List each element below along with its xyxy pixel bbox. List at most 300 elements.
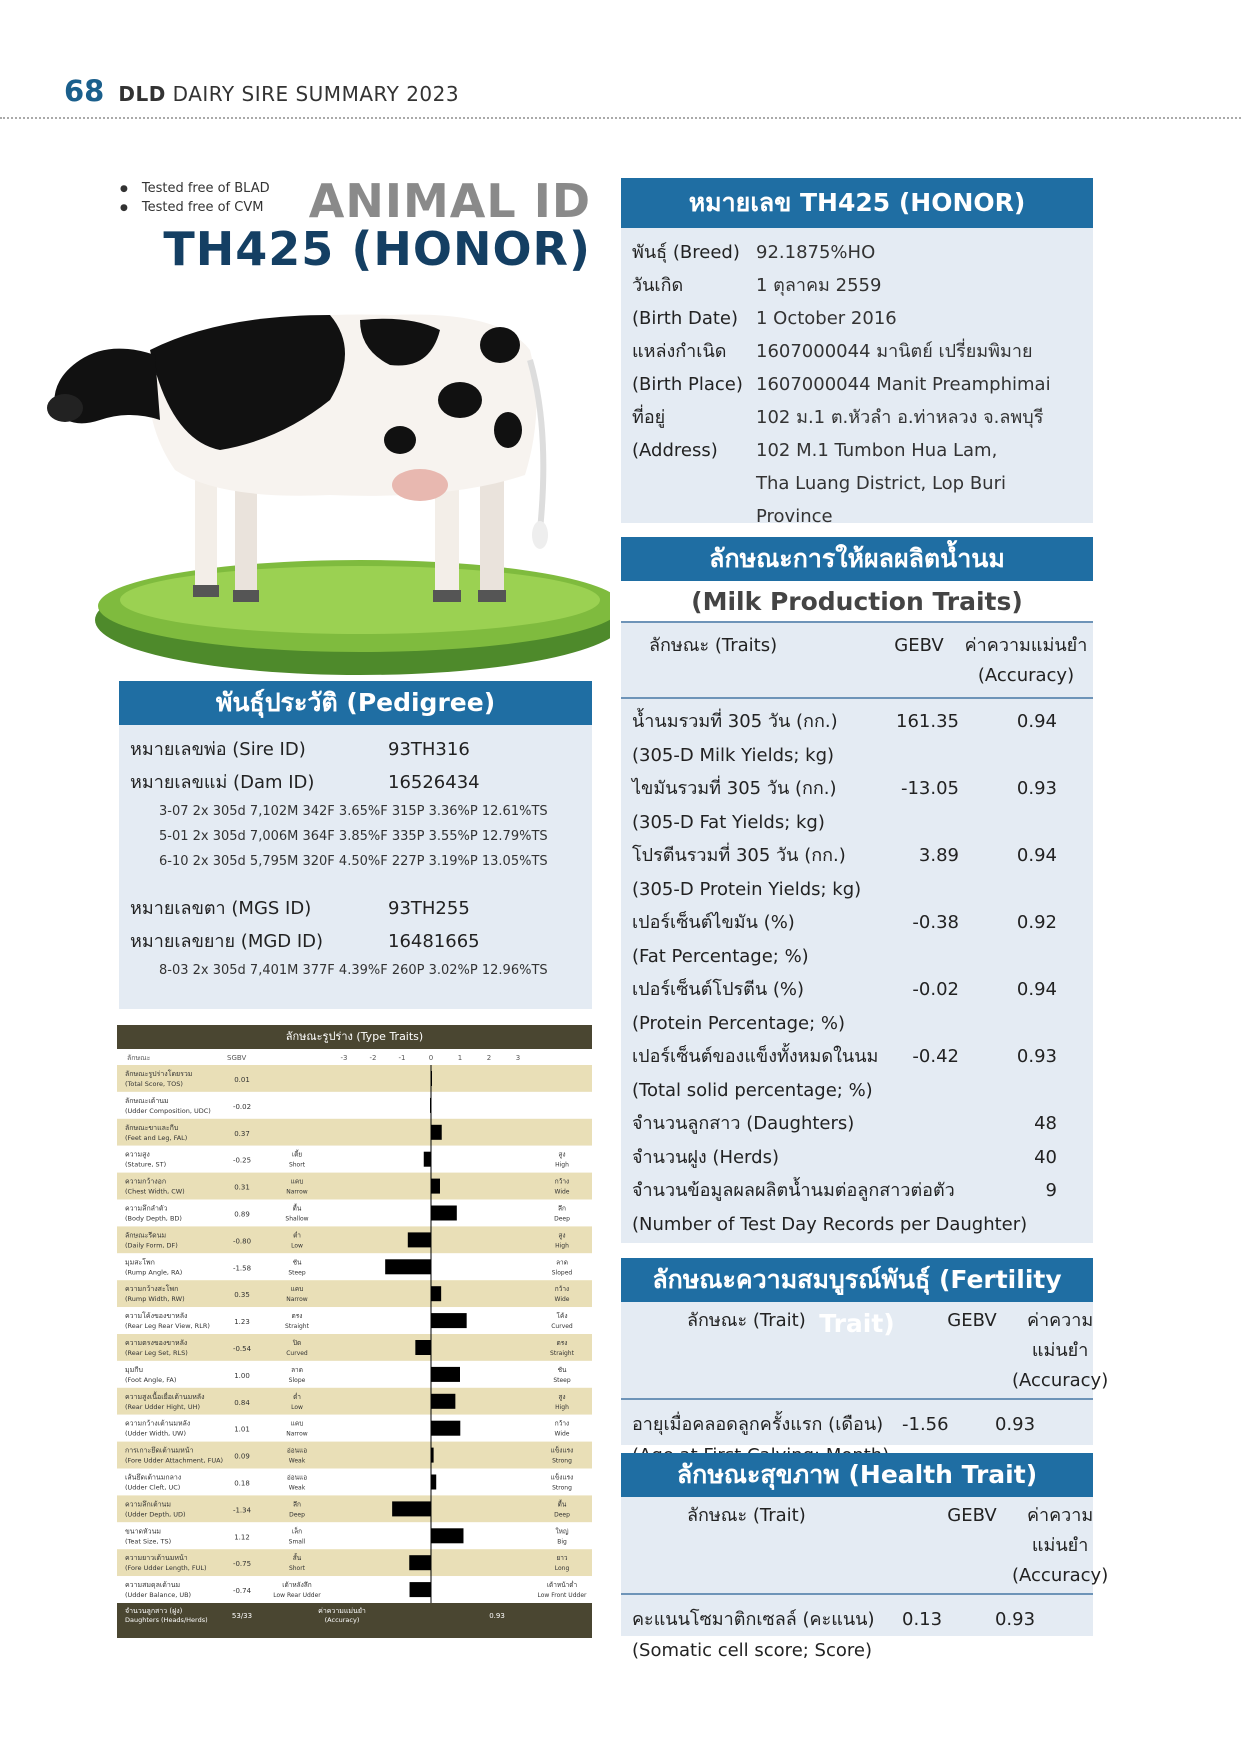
accuracy-value: 0.93 (994, 1609, 1036, 1630)
trait-bar (431, 1125, 442, 1140)
axis-tick-label: -3 (340, 1054, 348, 1062)
count-value: 40 (1034, 1146, 1057, 1168)
pedigree-value: 93TH316 (388, 739, 470, 760)
trait-name-en: (Feet and Leg, FAL) (125, 1133, 188, 1142)
trait-sgbv-value: 0.09 (234, 1452, 250, 1461)
trait-name-en: (Udder Cleft, UC) (125, 1483, 181, 1492)
trait-high-label-en: Curved (551, 1323, 573, 1331)
count-label: จำนวนลูกสาว (Daughters) (632, 1113, 855, 1134)
trait-high-label-en: Sloped (551, 1269, 573, 1277)
type-traits-title: ลักษณะรูปร่าง (Type Traits) (117, 1025, 592, 1049)
trait-bar (431, 1528, 463, 1543)
trait-high-label-th: โค้ง (556, 1312, 568, 1321)
trait-high-label-en: Strong (552, 1457, 572, 1465)
trait-high-label-en: High (555, 1403, 569, 1411)
trait-name-th: ความกว้างเต้านมหลัง (125, 1419, 191, 1428)
trait-en: (Somatic cell score; Score) (632, 1640, 872, 1661)
accuracy-value: 0.93 (1016, 778, 1057, 799)
trait-low-label-th: ต่ำ (293, 1231, 301, 1240)
trait-high-label-en: Straight (550, 1350, 574, 1357)
trait-high-label-th: เต้าหน้าต่ำ (546, 1581, 578, 1590)
pedigree-key: หมายเลขแม่ (Dam ID) (130, 772, 315, 793)
trait-low-label-th: ตื้น (292, 1204, 302, 1213)
trait-high-label-en: Low Front Udder (537, 1592, 587, 1600)
trait-bar (431, 1313, 467, 1328)
trait-sgbv-value: -0.74 (232, 1587, 252, 1596)
trait-name-th: ความสูงเนื้อเยื่อเต้านมหลัง (125, 1392, 205, 1401)
milk-table-body (621, 699, 1093, 1241)
col-trait-label: ลักษณะ (127, 1054, 151, 1062)
trait-low-label-en: Narrow (286, 1296, 308, 1304)
trait-low-label-en: Short (288, 1565, 306, 1573)
trait-sgbv-value: 0.18 (234, 1479, 250, 1488)
trait-name-th: การเกาะยึดเต้านมหน้า (125, 1446, 194, 1455)
trait-name-th: ความลึกลำตัว (125, 1204, 168, 1213)
gebv-value: 3.89 (918, 845, 959, 866)
trait-low-label-th: ปิด (292, 1339, 302, 1347)
animal-info-title: หมายเลข TH425 (HONOR) (621, 178, 1093, 228)
trait-row-band (117, 1522, 592, 1549)
trait-name-th: ความกว้างสะโพก (125, 1285, 179, 1294)
trait-low-label-th: ชัน (292, 1258, 302, 1267)
trait-sgbv-value: 0.37 (234, 1129, 250, 1138)
accuracy-value: 0.93 (1016, 1046, 1057, 1067)
col-accuracy-th: ค่าความแม่นยำ (1026, 1310, 1094, 1361)
table-row (632, 906, 1093, 973)
trait-low-label-th: สั้น (292, 1554, 302, 1563)
trait-high-label-en: Big (557, 1538, 567, 1546)
pedigree-value: 16526434 (388, 772, 480, 793)
axis-tick-label: -2 (369, 1054, 377, 1062)
type-traits-svg (117, 1049, 592, 1638)
trait-th: เปอร์เซ็นต์ของแข็งทั้งหมดในนม (632, 1046, 879, 1067)
trait-low-label-th: แคบ (290, 1177, 304, 1186)
axis-tick-label: 2 (486, 1054, 492, 1062)
info-value: 1 October 2016 (756, 308, 897, 329)
trait-high-label-en: Steep (553, 1376, 571, 1384)
trait-low-label-th: แคบ (290, 1419, 304, 1428)
pedigree-row (119, 925, 592, 958)
table-row (632, 772, 1093, 839)
trait-high-label-en: Wide (554, 1296, 570, 1304)
trait-name-th: เส้นยึดเต้านมกลาง (125, 1473, 182, 1482)
trait-en: (Total solid percentage; %) (632, 1079, 873, 1101)
test-note: ● Tested free of BLAD (120, 180, 270, 199)
col-accuracy (1012, 1501, 1108, 1591)
pedigree-key: หมายเลขยาย (MGD ID) (130, 931, 324, 952)
trait-sgbv-value: 1.01 (234, 1425, 250, 1434)
axis-tick-label: 1 (457, 1054, 463, 1062)
cow-image (30, 290, 610, 685)
trait-name-th: มุมกีบ (125, 1365, 143, 1374)
trait-sgbv-value: -0.25 (232, 1156, 252, 1165)
trait-sgbv-value: -0.54 (232, 1345, 252, 1353)
trait-low-label-th: ลึก (293, 1500, 301, 1509)
trait-bar (415, 1340, 431, 1355)
info-key: ที่อยู่ (632, 407, 666, 428)
trait-low-label-th: ลาด (291, 1365, 303, 1374)
trait-bar (431, 1367, 460, 1382)
trait-row-band (117, 1200, 592, 1227)
trait-bar (431, 1179, 440, 1194)
health-title: ลักษณะสุขภาพ (Health Trait) (621, 1453, 1093, 1497)
trait-name-th: ลักษณะขาและกีบ (125, 1123, 179, 1132)
trait-high-label-th: ตรง (556, 1339, 568, 1347)
trait-name-th: ขนาดหัวนม (125, 1527, 161, 1536)
gebv-value: -13.05 (900, 778, 959, 799)
milk-table-header (621, 623, 1093, 699)
pedigree-key: หมายเลขตา (MGS ID) (130, 898, 312, 919)
trait-bar (431, 1286, 441, 1301)
fertility-title: ลักษณะความสมบูรณ์พันธุ์ (Fertility Trait) (621, 1258, 1093, 1302)
pedigree-value: 93TH255 (388, 898, 470, 919)
col-trait: ลักษณะ (Trait) (687, 1310, 806, 1331)
trait-sgbv-value: 1.00 (234, 1371, 250, 1380)
col-accuracy-en: (Accuracy) (1012, 1565, 1109, 1586)
type-traits-chart (117, 1025, 592, 1638)
count-value: 9 (1045, 1180, 1057, 1201)
gebv-value: 0.13 (902, 1609, 943, 1630)
publication-title (118, 82, 459, 106)
info-value: 1607000044 Manit Preamphimai (756, 374, 1051, 395)
trait-name-th: ความสมดุลเต้านม (125, 1581, 181, 1590)
trait-name-th: ความสูง (125, 1150, 150, 1159)
trait-bar (410, 1582, 431, 1597)
count-row (632, 1141, 1093, 1175)
info-key (632, 467, 756, 533)
trait-low-label-en: Low (291, 1403, 303, 1411)
trait-high-label-th: ชัน (557, 1365, 567, 1374)
trait-low-label-en: Shallow (285, 1215, 309, 1223)
milk-production-title: ลักษณะการให้ผลผลิตน้ำนม (621, 537, 1093, 581)
footer-accuracy-value: 0.93 (489, 1612, 505, 1620)
dam-record: 3-07 2x 305d 7,102M 342F 3.65%F 315P 3.36%P 12.61%TS (159, 804, 548, 819)
accuracy-value: 0.93 (994, 1414, 1036, 1435)
trait-low-label-en: Straight (285, 1323, 309, 1331)
col-trait: ลักษณะ (Trait) (687, 1505, 806, 1526)
trait-low-label-en: Slope (288, 1376, 306, 1384)
page-number: 68 (64, 74, 105, 108)
trait-high-label-th: ยาว (556, 1554, 568, 1563)
gebv-value: -0.02 (912, 979, 959, 1000)
trait-name-en: (Daily Form, DF) (125, 1241, 178, 1250)
trait-name-th: ลักษณะเต้านม (125, 1096, 169, 1105)
footer-daughters-en: Daughters (Heads/Herds) (125, 1616, 208, 1624)
trait-sgbv-value: 0.35 (234, 1291, 250, 1300)
trait-th: อายุเมื่อคลอดลูกครั้งแรก (เดือน) (632, 1414, 884, 1435)
pedigree-title: พันธุ์ประวัติ (Pedigree) (119, 681, 592, 725)
accuracy-value: 0.94 (1016, 979, 1057, 1000)
trait-low-label-en: Steep (288, 1269, 306, 1277)
table-row (621, 1595, 1093, 1636)
info-key: วันเกิด (632, 275, 684, 296)
fertility-box (621, 1258, 1109, 1445)
trait-bar (431, 1475, 436, 1490)
trait-low-label-th: แคบ (290, 1285, 304, 1294)
trait-bar (424, 1152, 431, 1167)
trait-bar (431, 1206, 457, 1221)
animal-info-box (621, 178, 1093, 527)
gebv-value: -0.38 (912, 912, 959, 933)
trait-th: น้ำนมรวมที่ 305 วัน (กก.) (632, 711, 838, 732)
pedigree-box (119, 681, 592, 1009)
trait-low-label-en: Short (288, 1161, 306, 1169)
trait-sgbv-value: 0.31 (234, 1183, 250, 1192)
trait-low-label-th: อ่อนแอ (286, 1473, 308, 1482)
info-value: 1607000044 มานิตย์ เปรี่ยมพิมาย (756, 341, 1033, 362)
trait-name-en: (Chest Width, CW) (125, 1187, 185, 1196)
trait-high-label-th: กว้าง (554, 1177, 570, 1186)
trait-sgbv-value: -1.58 (232, 1264, 252, 1273)
trait-name-en: (Total Score, TOS) (125, 1080, 183, 1088)
table-row (621, 1400, 1093, 1441)
pedigree-value: 16481665 (388, 931, 480, 952)
trait-en: (305-D Fat Yields; kg) (632, 811, 825, 833)
col-accuracy-en: (Accuracy) (977, 665, 1075, 686)
trait-row-band (117, 1226, 592, 1253)
trait-th: ไขมันรวมที่ 305 วัน (กก.) (632, 778, 837, 799)
trait-high-label-en: Deep (554, 1215, 570, 1223)
trait-en: (305-D Milk Yields; kg) (632, 744, 835, 766)
trait-en: (Fat Percentage; %) (632, 945, 809, 967)
trait-low-label-th: อ่อนแอ (286, 1446, 308, 1455)
gebv-value: -0.42 (912, 1046, 959, 1067)
info-value: 102 ม.1 ต.หัวลำ อ.ท่าหลวง จ.ลพบุรี (756, 407, 1044, 428)
trait-sgbv-value: -0.80 (232, 1237, 252, 1246)
trait-name-en: (Fore Udder Length, FUL) (125, 1564, 207, 1573)
health-box (621, 1453, 1109, 1661)
trait-low-label-en: Low Rear Udder (273, 1592, 321, 1600)
accuracy-value: 0.92 (1016, 912, 1057, 933)
trait-name-th: มุมสะโพก (125, 1258, 155, 1267)
pedigree-row (119, 766, 592, 799)
trait-bar (408, 1232, 431, 1247)
animal-id: TH425 (HONOR) (163, 222, 591, 276)
trait-low-label-en: Weak (288, 1457, 306, 1465)
trait-row-band (117, 1119, 592, 1146)
trait-bar (392, 1501, 431, 1516)
trait-name-th: ความโค้งของขาหลัง (125, 1312, 188, 1321)
accuracy-value: 0.94 (1016, 845, 1057, 866)
col-gebv: GEBV (894, 635, 944, 656)
trait-row-band (117, 1146, 592, 1173)
trait-high-label-th: ใหญ่ (555, 1527, 569, 1536)
dam-record: 5-01 2x 305d 7,006M 364F 3.85%F 335P 3.55%P 12.79%TS (159, 829, 548, 844)
trait-sgbv-value: -0.02 (232, 1102, 252, 1111)
axis-tick-label: 3 (515, 1054, 521, 1062)
trait-name-th: ลักษณะรีดนม (125, 1231, 167, 1240)
col-accuracy-en: (Accuracy) (1012, 1370, 1109, 1391)
trait-high-label-th: ลึก (558, 1204, 566, 1213)
footer-accuracy-en: (Accuracy) (324, 1616, 360, 1624)
trait-high-label-en: Long (554, 1565, 570, 1573)
trait-high-label-th: สูง (558, 1392, 566, 1401)
trait-name-en: (Udder Composition, UDC) (125, 1106, 211, 1115)
trait-sgbv-value: 0.01 (234, 1076, 250, 1084)
trait-row-band (117, 1361, 592, 1388)
info-value: 1 ตุลาคม 2559 (756, 275, 882, 296)
records-note-text: (Number of Test Day Records per Daughter) (632, 1213, 1028, 1235)
trait-bar (385, 1259, 431, 1274)
trait-name-th: ความยาวเต้านมหน้า (125, 1554, 188, 1563)
trait-en: (305-D Protein Yields; kg) (632, 878, 862, 900)
trait-row-band (117, 1469, 592, 1496)
trait-low-label-en: Curved (286, 1350, 308, 1357)
publication-name: DAIRY SIRE SUMMARY 2023 (172, 82, 460, 106)
trait-low-label-en: Weak (288, 1484, 306, 1492)
trait-bar (431, 1394, 455, 1409)
trait-row-band (117, 1334, 592, 1361)
trait-high-label-th: แข็งแรง (550, 1446, 574, 1455)
trait-high-label-en: High (555, 1242, 569, 1250)
trait-en: (Protein Percentage; %) (632, 1012, 846, 1034)
col-accuracy (959, 631, 1093, 691)
trait-low-label-en: Small (288, 1538, 306, 1546)
trait-name-en: (Teat Size, TS) (125, 1537, 172, 1546)
trait-sgbv-value: 1.12 (234, 1533, 250, 1542)
table-row (632, 1040, 1093, 1107)
trait-name-en: (Rump Angle, RA) (125, 1268, 183, 1277)
trait-name-en: (Body Depth, BD) (125, 1214, 182, 1223)
info-value: 102 M.1 Tumbon Hua Lam, (756, 440, 998, 461)
trait-high-label-en: High (555, 1161, 569, 1169)
col-accuracy-th: ค่าความแม่นยำ (1026, 1505, 1094, 1556)
info-key: (Birth Place) (632, 374, 743, 395)
trait-name-en: (Stature, ST) (125, 1160, 167, 1169)
milk-production-subtitle: (Milk Production Traits) (621, 581, 1093, 623)
trait-high-label-en: Wide (554, 1188, 570, 1196)
trait-high-label-th: ตื้น (557, 1500, 567, 1509)
trait-th: เปอร์เซ็นต์โปรตีน (%) (632, 979, 805, 1000)
axis-tick-label: 0 (428, 1054, 434, 1062)
trait-low-label-th: ต่ำ (293, 1392, 301, 1401)
col-gebv: GEBV (947, 1310, 997, 1331)
trait-name-en: (Fore Udder Attachment, FUA) (125, 1456, 224, 1465)
fertility-table-header (621, 1302, 1109, 1400)
trait-name-en: (Rear Leg Set, RLS) (125, 1349, 188, 1357)
trait-sgbv-value: 0.84 (234, 1398, 250, 1407)
info-key: แหล่งกำเนิด (632, 341, 727, 362)
trait-high-label-en: Wide (554, 1430, 570, 1438)
trait-low-label-en: Deep (289, 1511, 305, 1519)
test-note: ● Tested free of CVM (120, 199, 270, 218)
info-key: (Birth Date) (632, 308, 739, 329)
trait-bar (431, 1421, 460, 1436)
trait-high-label-en: Deep (554, 1511, 570, 1519)
trait-name-th: ความกว้างอก (125, 1177, 167, 1186)
trait-high-label-en: Strong (552, 1484, 572, 1492)
trait-th: คะแนนโซมาติกเซลล์ (คะแนน) (632, 1609, 875, 1630)
trait-sgbv-value: 0.89 (234, 1210, 250, 1219)
trait-th: โปรตีนรวมที่ 305 วัน (กก.) (632, 845, 846, 866)
info-key: (Address) (632, 440, 718, 461)
pedigree-row (119, 892, 592, 925)
trait-th: เปอร์เซ็นต์ไขมัน (%) (632, 912, 795, 933)
trait-high-label-th: กว้าง (554, 1419, 570, 1428)
footer-accuracy-th: ค่าความแม่นยำ (318, 1607, 366, 1615)
count-label: จำนวนข้อมูลผลผลิตน้ำนมต่อลูกสาวต่อตัว (632, 1180, 955, 1201)
trait-name-en: (Udder Balance, UB) (125, 1591, 192, 1600)
table-row (632, 705, 1093, 772)
records-note (632, 1208, 1093, 1242)
trait-low-label-th: เต้าหลังลึก (282, 1581, 312, 1590)
health-table-header (621, 1497, 1109, 1595)
trait-low-label-en: Narrow (286, 1430, 308, 1438)
trait-high-label-th: ลาด (556, 1258, 568, 1267)
trait-name-en: (Udder Depth, UD) (125, 1510, 186, 1519)
trait-low-label-th: เตี้ย (291, 1150, 303, 1159)
count-row (632, 1107, 1093, 1141)
trait-name-en: (Rear Udder Hight, UH) (125, 1402, 201, 1411)
footer-daughters-count: 53/33 (231, 1612, 253, 1620)
milk-production-box (621, 537, 1093, 1243)
pedigree-row (119, 733, 592, 766)
count-label: จำนวนฝูง (Herds) (632, 1146, 779, 1168)
trait-low-label-th: ตรง (291, 1312, 303, 1321)
trait-name-th: ความลึกเต้านม (125, 1500, 171, 1509)
table-row (632, 973, 1093, 1040)
test-notes (120, 180, 270, 218)
trait-high-label-th: กว้าง (554, 1285, 570, 1294)
trait-name-en: (Rear Leg Rear View, RLR) (125, 1322, 210, 1331)
trait-name-en: (Rump Width, RW) (125, 1295, 185, 1304)
trait-sgbv-value: -0.75 (232, 1560, 252, 1569)
footer-daughters-th: จำนวนลูกสาว (ฝูง) (125, 1607, 183, 1615)
accuracy-value: 0.94 (1016, 711, 1057, 732)
col-accuracy-th: ค่าความแม่นยำ (964, 635, 1088, 656)
trait-low-label-en: Low (291, 1242, 303, 1250)
trait-sgbv-value: 1.23 (234, 1318, 250, 1327)
info-value: Tha Luang District, Lop Buri Province (756, 473, 1006, 527)
trait-sgbv-value: -1.34 (232, 1506, 252, 1515)
trait-name-th: ความตรงของขาหลัง (125, 1339, 188, 1347)
trait-high-label-th: สูง (558, 1231, 566, 1240)
pedigree-body (119, 725, 592, 983)
col-trait: ลักษณะ (Traits) (649, 635, 778, 656)
trait-row-band (117, 1253, 592, 1280)
axis-tick-label: -1 (398, 1054, 406, 1062)
col-accuracy (1012, 1306, 1108, 1396)
trait-name-th: ลักษณะรูปร่างโดยรวม (125, 1070, 193, 1078)
table-row (632, 839, 1093, 906)
trait-row-band (117, 1495, 592, 1522)
page-header (64, 74, 459, 108)
col-sgbv-label: SGBV (227, 1054, 247, 1062)
trait-row-band (117, 1173, 592, 1200)
info-key: พันธุ์ (Breed) (632, 242, 740, 263)
animal-id-label: ANIMAL ID (308, 174, 591, 228)
trait-name-en: (Udder Width, UW) (125, 1429, 187, 1438)
trait-high-label-th: แข็งแรง (550, 1473, 574, 1482)
trait-low-label-en: Narrow (286, 1188, 308, 1196)
info-value: 92.1875%HO (756, 242, 876, 263)
trait-name-en: (Foot Angle, FA) (125, 1375, 177, 1384)
publisher: DLD (118, 82, 166, 106)
gebv-value: 161.35 (896, 711, 959, 732)
trait-row-band (117, 1280, 592, 1307)
trait-bar (409, 1555, 431, 1570)
header-divider (0, 117, 1241, 119)
dam-record: 6-10 2x 305d 5,795M 320F 4.50%F 227P 3.19%P 13.05%TS (159, 854, 548, 869)
col-gebv: GEBV (947, 1505, 997, 1526)
pedigree-key: หมายเลขพ่อ (Sire ID) (130, 739, 306, 760)
mgd-record: 8-03 2x 305d 7,401M 377F 4.39%F 260P 3.02%P 12.96%TS (159, 963, 548, 978)
count-row (632, 1174, 1093, 1208)
gebv-value: -1.56 (902, 1414, 949, 1435)
trait-high-label-th: สูง (558, 1150, 566, 1159)
trait-low-label-th: เล็ก (291, 1527, 303, 1536)
animal-info-grid (621, 228, 1093, 533)
